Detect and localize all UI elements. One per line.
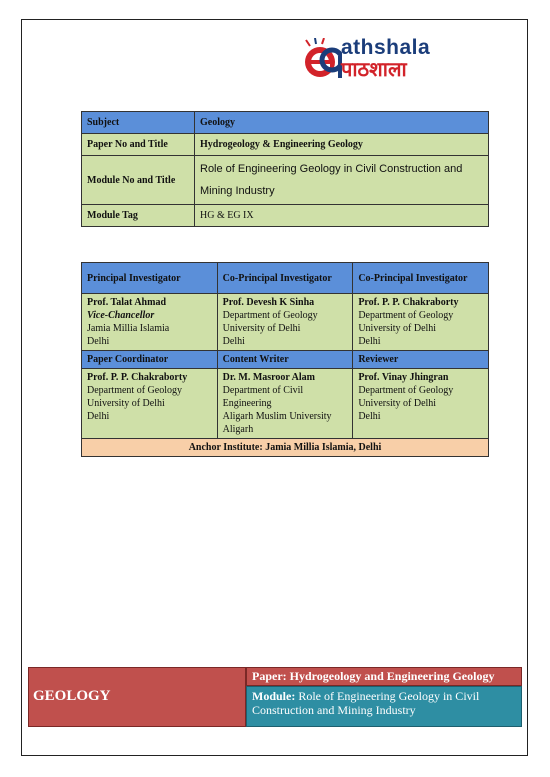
person-department: Department of Civil Engineering [222, 385, 304, 409]
tag-value: HG & EG IX [195, 205, 489, 227]
team-header: Paper Coordinator [82, 351, 218, 369]
person-city: Delhi [87, 336, 110, 347]
team-cell [353, 369, 489, 439]
person-city: Delhi [358, 336, 381, 347]
person-city: Delhi [358, 411, 381, 422]
person-city: Delhi [87, 411, 110, 422]
module-label: Module No and Title [82, 156, 195, 205]
person-department: Department of Geology [87, 385, 182, 396]
anchor-row [82, 439, 489, 457]
logo-text-hindi: पाठशाला [341, 57, 407, 81]
subject-label: Subject [82, 112, 195, 134]
person-city: Aligarh [222, 424, 254, 435]
subject-row [82, 112, 489, 134]
logo-text-english: athshala [341, 36, 431, 59]
footer-module-box [246, 686, 522, 727]
module-row [82, 156, 489, 205]
person-affiliation: University of Delhi [87, 398, 165, 409]
person-name: Prof. Devesh K Sinha [222, 297, 315, 308]
team-header: Co-Principal Investigator [217, 263, 353, 294]
subject-value: Geology [195, 112, 489, 134]
person-department: Department of Geology [358, 310, 454, 321]
person-department: Department of Geology [222, 310, 318, 321]
team-row-1 [82, 294, 489, 351]
team-cell [217, 294, 353, 351]
person-affiliation: Jamia Millia Islamia [87, 323, 170, 334]
person-role: Vice-Chancellor [87, 310, 155, 321]
team-header-row-2 [82, 351, 489, 369]
footer-subject-box [28, 667, 246, 727]
footer-module-value: Role of Engineering Geology in Civil Construction and Mining Industry [252, 689, 480, 717]
person-department: Department of Geology [358, 385, 454, 396]
team-header-row-1 [82, 263, 489, 294]
team-header: Content Writer [217, 351, 353, 369]
footer-paper-label: Paper: [252, 669, 287, 683]
module-value: Role of Engineering Geology in Civil Construction and Mining Industry [195, 156, 489, 205]
person-name: Prof. P. P. Chakraborty [358, 297, 459, 308]
team-row-2 [82, 369, 489, 439]
paper-value: Hydrogeology & Engineering Geology [195, 134, 489, 156]
person-name: Prof. Talat Ahmad [87, 297, 166, 308]
team-header: Co-Principal Investigator [353, 263, 489, 294]
anchor-institute: Anchor Institute: Jamia Millia Islamia, Delhi [82, 439, 489, 457]
person-affiliation: University of Delhi [222, 323, 301, 334]
person-affiliation: University of Delhi [358, 398, 437, 409]
team-header: Principal Investigator [82, 263, 218, 294]
footer-subject: GEOLOGY [33, 688, 111, 704]
epathshala-e-icon [300, 38, 342, 80]
paper-row [82, 134, 489, 156]
team-cell [353, 294, 489, 351]
person-affiliation: Aligarh Muslim University [222, 411, 332, 422]
team-header: Reviewer [353, 351, 489, 369]
paper-label: Paper No and Title [82, 134, 195, 156]
tag-label: Module Tag [82, 205, 195, 227]
team-cell [82, 294, 218, 351]
footer-paper-box [246, 667, 522, 686]
person-city: Delhi [222, 336, 245, 347]
footer-paper-value: Hydrogeology and Engineering Geology [289, 669, 495, 683]
epathshala-logo [300, 34, 480, 82]
person-name: Prof. Vinay Jhingran [358, 372, 449, 383]
footer-module-label: Module: [252, 689, 296, 703]
team-cell [217, 369, 353, 439]
person-name: Prof. P. P. Chakraborty [87, 372, 188, 383]
person-affiliation: University of Delhi [358, 323, 437, 334]
tag-row [82, 205, 489, 227]
team-table [81, 262, 489, 457]
person-name: Dr. M. Masroor Alam [222, 372, 315, 383]
module-info-table [81, 111, 489, 227]
team-cell [82, 369, 218, 439]
